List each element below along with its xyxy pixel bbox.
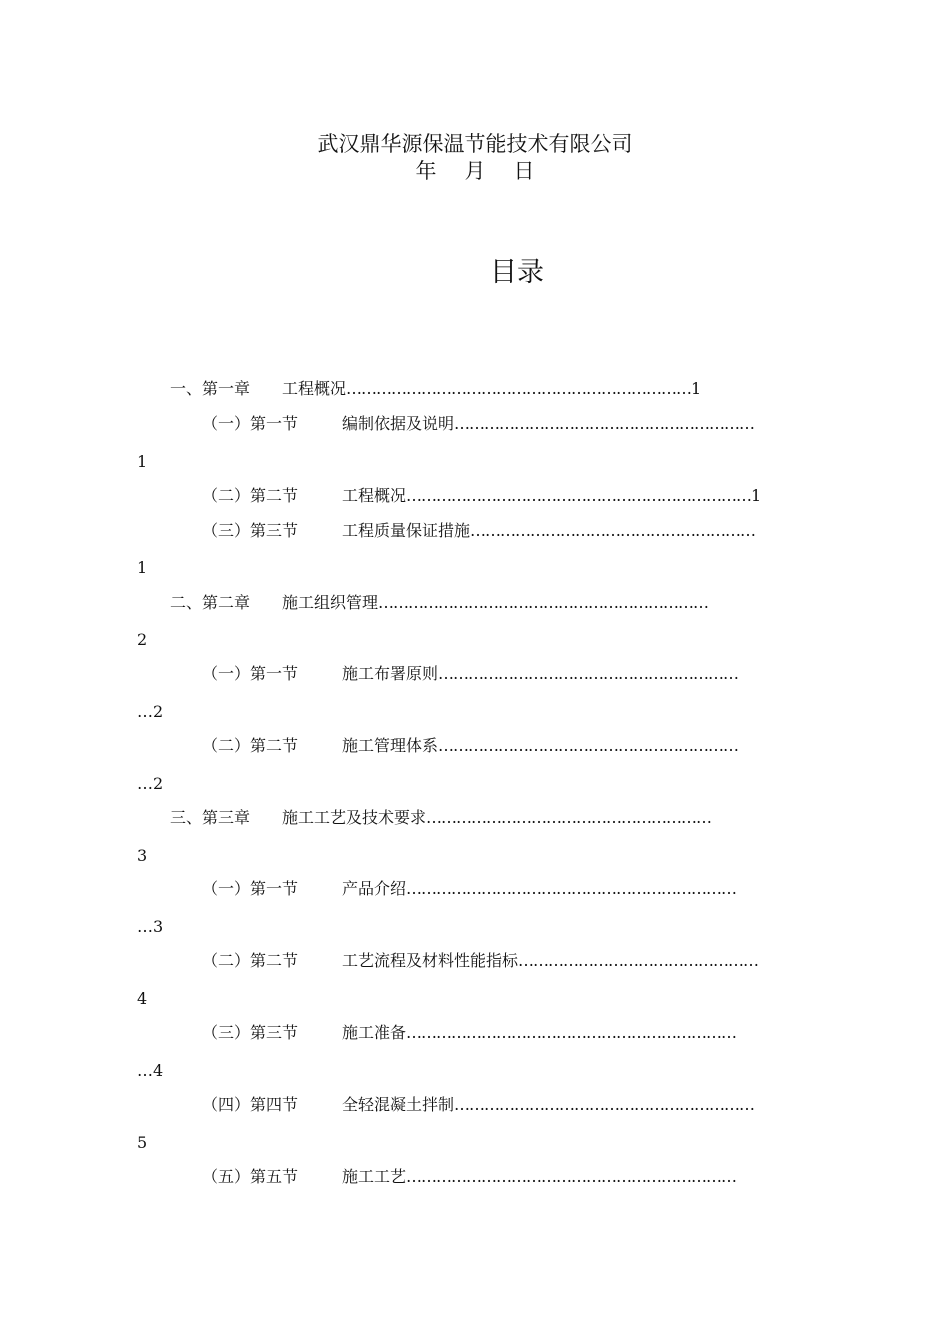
toc-entry[interactable]: [202, 735, 738, 757]
toc-entry-leader: …………………………………………………: [470, 521, 756, 540]
toc-entry-leader: …………………………………………………………: [406, 879, 737, 898]
date-day: 日: [513, 159, 535, 183]
toc-entry-leader: …………………………………………………………: [406, 1167, 737, 1186]
toc-entry-leader: …………………………………………: [518, 951, 759, 970]
date-year: 年: [415, 159, 437, 183]
toc-entry-leader: …………………………………………………: [426, 808, 712, 827]
toc-entry[interactable]: [170, 378, 701, 400]
toc-entry-page: …2: [137, 702, 164, 721]
toc-entry[interactable]: [202, 520, 755, 542]
toc-entry-label: （一）第一节: [202, 879, 299, 898]
toc-entry-page: …2: [137, 774, 164, 793]
date-month: 月: [464, 159, 486, 183]
toc-entry[interactable]: [202, 878, 736, 900]
toc-entry[interactable]: [170, 592, 708, 614]
toc-entry-page: …3: [137, 917, 164, 936]
toc-entry-label: 二、第二章: [170, 593, 251, 612]
toc-entry-page: 1: [691, 379, 702, 398]
toc-entry-page: 3: [137, 846, 148, 865]
toc-entry-title: 施工工艺及技术要求: [282, 808, 427, 827]
toc-entry-page: 5: [137, 1133, 148, 1152]
toc-entry[interactable]: [202, 950, 758, 972]
toc-entry-title: 全轻混凝土拌制: [342, 1095, 455, 1114]
toc-entry-page: 1: [751, 486, 762, 505]
toc-entry-label: （五）第五节: [202, 1167, 299, 1186]
toc-entry-label: （一）第一节: [202, 664, 299, 683]
toc-entry[interactable]: [202, 485, 761, 507]
toc-entry-title: 施工管理体系: [342, 736, 439, 755]
toc-entry[interactable]: [202, 1022, 736, 1044]
toc-entry-label: （四）第四节: [202, 1095, 299, 1114]
toc-entry[interactable]: [202, 663, 738, 685]
toc-entry-title: 施工组织管理: [282, 593, 379, 612]
toc-entry-label: （一）第一节: [202, 414, 299, 433]
toc-title: 目录: [490, 257, 544, 288]
toc-entry-label: （二）第二节: [202, 486, 299, 505]
toc-entry-leader: ……………………………………………………: [454, 1095, 755, 1114]
toc-entry-title: 工程概况: [282, 379, 347, 398]
toc-entry-page: …4: [137, 1061, 164, 1080]
toc-entry-page: 1: [137, 452, 148, 471]
toc-entry-page: 1: [137, 558, 148, 577]
toc-entry-label: 一、第一章: [170, 379, 251, 398]
toc-entry-page: 2: [137, 630, 148, 649]
toc-entry-label: （二）第二节: [202, 951, 299, 970]
toc-entry-leader: ……………………………………………………: [454, 414, 755, 433]
toc-entry-leader: ……………………………………………………………: [346, 379, 692, 398]
toc-entry-title: 工程质量保证措施: [342, 521, 471, 540]
toc-entry-label: 三、第三章: [170, 808, 251, 827]
company-name: 武汉鼎华源保温节能技术有限公司: [317, 132, 633, 156]
toc-entry-title: 工程概况: [342, 486, 407, 505]
date-line: [0, 157, 950, 185]
toc-entry-title: 产品介绍: [342, 879, 407, 898]
toc-entry-label: （三）第三节: [202, 1023, 299, 1042]
toc-entry[interactable]: [202, 413, 754, 435]
toc-entry-leader: ……………………………………………………………: [406, 486, 752, 505]
toc-entry-title: 工艺流程及材料性能指标: [342, 951, 519, 970]
toc-entry-label: （二）第二节: [202, 736, 299, 755]
toc-entry-leader: ……………………………………………………: [438, 736, 739, 755]
toc-entry-page: 4: [137, 989, 148, 1008]
toc-entry-leader: …………………………………………………………: [406, 1023, 737, 1042]
toc-entry-leader: …………………………………………………………: [378, 593, 709, 612]
toc-entry-title: 施工布署原则: [342, 664, 439, 683]
toc-entry-title: 施工准备: [342, 1023, 407, 1042]
toc-entry-title: 编制依据及说明: [342, 414, 455, 433]
toc-entry-leader: ……………………………………………………: [438, 664, 739, 683]
toc-entry[interactable]: [170, 807, 711, 829]
toc-entry[interactable]: [202, 1094, 754, 1116]
toc-entry-title: 施工工艺: [342, 1167, 407, 1186]
toc-entry-label: （三）第三节: [202, 521, 299, 540]
toc-entry[interactable]: [202, 1166, 736, 1188]
